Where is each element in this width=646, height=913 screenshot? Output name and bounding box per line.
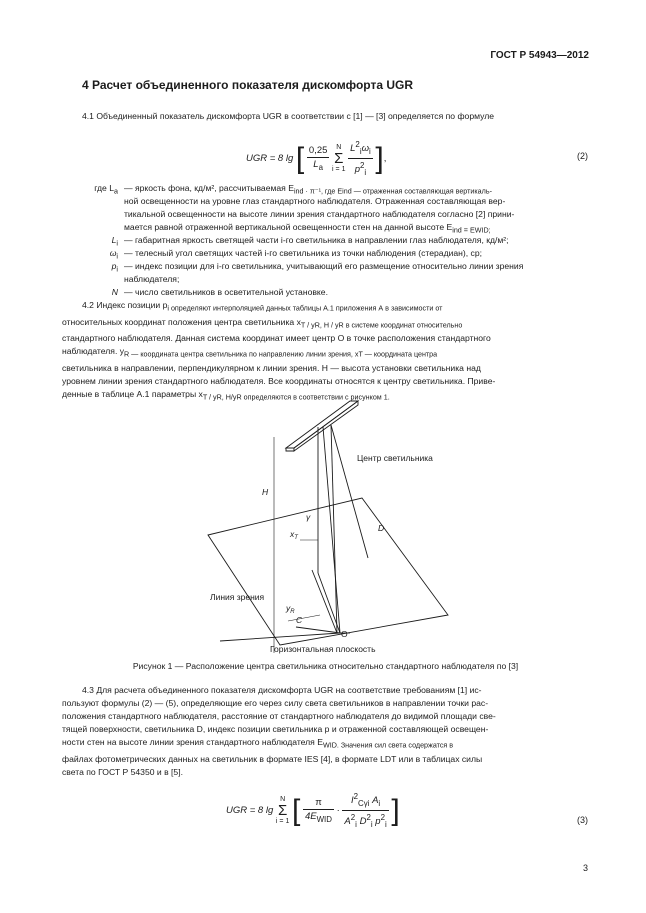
page-number: 3 xyxy=(582,863,588,873)
luminaire-top xyxy=(286,401,358,448)
coef-denominator: $L_a$ xyxy=(313,158,323,172)
p43-line7: света по ГОСТ Р 54350 и в [5]. xyxy=(62,766,183,777)
formula-3-main-fraction: $\frac{I^2_{C\gamma i} A_i}{A^2_i D^2_i p^2_i}$ xyxy=(344,792,387,830)
label-xT: $x_T$ xyxy=(290,529,298,541)
p43-line1: 4.3 Для расчета объединенного показателя дискомфорта UGR на соответствие требованиям [1] ис- xyxy=(82,685,482,695)
p42-line7: денные в таблице А.1 параметры $x_{T / yR, H/yR определяются в соответствии с рисунком 1.}$ xyxy=(62,389,390,402)
sum-sign-3: N Σ i = 1 xyxy=(275,796,290,826)
bracket-open-3: [ xyxy=(291,794,301,828)
label-luminaire-center: Центр светильника xyxy=(357,453,433,463)
bracket-open: [ xyxy=(295,142,305,176)
coef-numerator: 0,25 xyxy=(308,144,328,156)
horizontal-plane xyxy=(208,498,448,645)
bracket-close-3: ] xyxy=(391,794,400,828)
p42-line6: уровнем линии зрения стандартного наблюдателя. Все координаты относятся к центру светильника. Приве- xyxy=(62,376,496,387)
label-yR: $y_R$ xyxy=(286,603,295,615)
line-C xyxy=(296,627,340,633)
p43-line6: файлах фотометрических данных на светильник в формате IES [4], в формате LDT или в таблицах силы xyxy=(62,753,483,764)
section-title: 4 Расчет объединенного показателя дискомфорта UGR xyxy=(82,78,414,92)
p42-line1: 4.2 Индекс позиции $p_{i определяют интерполяцией данных таблицы А.1 приложения А в зависимости от}$ xyxy=(82,300,443,313)
label-horizontal-plane: Горизонтальная плоскость xyxy=(270,644,376,654)
line-base xyxy=(318,573,340,633)
formula-2: UGR = 8 lg [ $\frac{0,25}{L_a}$ N Σ i = 1 $\frac{L^2_i\omega_i}{p^2_i}$ ], xyxy=(246,140,387,178)
p42-line2: относительных координат положения центра светильника $x_{T / yR, H / yR в системе координат относительно}$ xyxy=(62,316,463,330)
formula-3-lhs: UGR = 8 lg xyxy=(226,805,274,817)
formula-3: UGR = 8 lg N Σ i = 1 [ $\frac{\pi}{4E_{WID}}$ · $\frac{I^2_{C\gamma i} A_i}{A^2_i D^2_i p^2_i}$ ] xyxy=(226,792,400,830)
label-H: H xyxy=(262,487,269,497)
formula-2-coef-fraction xyxy=(307,144,330,174)
p43-line4: тящей поверхности, светильника D, индекс позиции светильника p и отраженной составляющей освещен- xyxy=(62,724,489,734)
paragraph-4-2 xyxy=(62,299,589,405)
formula-2-lhs: UGR = 8 lg xyxy=(246,153,294,165)
figure-1-diagram xyxy=(200,395,460,657)
line-D xyxy=(331,425,368,558)
luminaire-front xyxy=(294,401,358,451)
formula-3-pi-fraction: $\frac{\pi}{4E_{WID}}$ xyxy=(304,796,332,824)
p42-line4: наблюдателя. $y_{R — координата центра светильника по направлению линии зрения, xT — координата центра}$ xyxy=(62,346,438,360)
line-of-sight xyxy=(220,633,340,641)
label-C: C xyxy=(296,615,303,625)
bracket-close: ] xyxy=(375,142,384,176)
label-line-of-sight: Линия зрения xyxy=(210,592,265,602)
label-D: D xyxy=(378,523,385,533)
p42-line5: светильника в направлении, перпендикулярном к линии зрения. H — высота установки светильника над xyxy=(62,363,481,374)
figure-1-caption: Рисунок 1 — Расположение центра светильника относительно стандартного наблюдателя по [3] xyxy=(132,661,519,671)
equation-number-3: (3) xyxy=(577,815,588,825)
sum-sign: N Σ i = 1 xyxy=(332,144,346,174)
p42-line3: стандартного наблюдателя. Данная система координат имеет центр О в точке расположения стандартного xyxy=(62,333,491,344)
equation-number-2: (2) xyxy=(577,151,588,161)
paragraph-4-3 xyxy=(62,684,589,779)
term-denominator: $p^2_i$ xyxy=(354,161,367,178)
standard-number: ГОСТ Р 54943—2012 xyxy=(490,50,589,61)
p43-line3: положения стандартного наблюдателя, расстояние от стандартного наблюдателя до видимой площади све- xyxy=(62,711,496,721)
definitions-list: где $L_a$ — яркость фона, кд/м², рассчитываемая $E_{ind \cdot \pi^{-1}, где Eind — отраженная составляющая вертикаль-}$ ной освещенности на уровне глаз стандартного наблюдателя. Отраженная составляющая вер- тикальной освещенности на высоте линии зрения стандартного наблюдателя согласно [2] прини- мается равной отраженной вертикальной освещенности стен на данной высоте $E_{ind = EWID;}$ $L_i$ — габаритная яркость светящей части i-го светильника в направлении глаз наблюдателя, кд/м²; $\omega_i$ — телесный угол светящих частей i-го светильника из точки наблюдения (стерадиан), ср; $p_i$ — индекс позиции для i-го светильника, учитывающий его размещение относительно линии зрения наблюдателя; N — число светильников в осветительной установке. xyxy=(94,183,524,297)
line-vertical-2 xyxy=(331,425,337,633)
label-gamma: γ xyxy=(306,512,311,522)
line-base-2 xyxy=(312,570,337,633)
formula-2-term-fraction xyxy=(348,138,373,179)
luminaire-side xyxy=(286,448,294,451)
p43-line2: пользуют формулы (2) — (5), определяющие его через силу света светильников в направлении точки рас- xyxy=(62,698,489,708)
label-O: O xyxy=(341,629,348,639)
term-numerator: $L^2_i\omega_i$ xyxy=(348,138,373,159)
paragraph-4-1: 4.1 Объединенный показатель дискомфорта UGR в соответствии с [1] — [3] определяется по формуле xyxy=(82,111,495,121)
dim-yR xyxy=(288,615,320,621)
p43-line5: ности стен на высоте линии зрения стандартного наблюдателя $E_{WID. Значения сил света содержатся в}$ xyxy=(62,737,454,750)
